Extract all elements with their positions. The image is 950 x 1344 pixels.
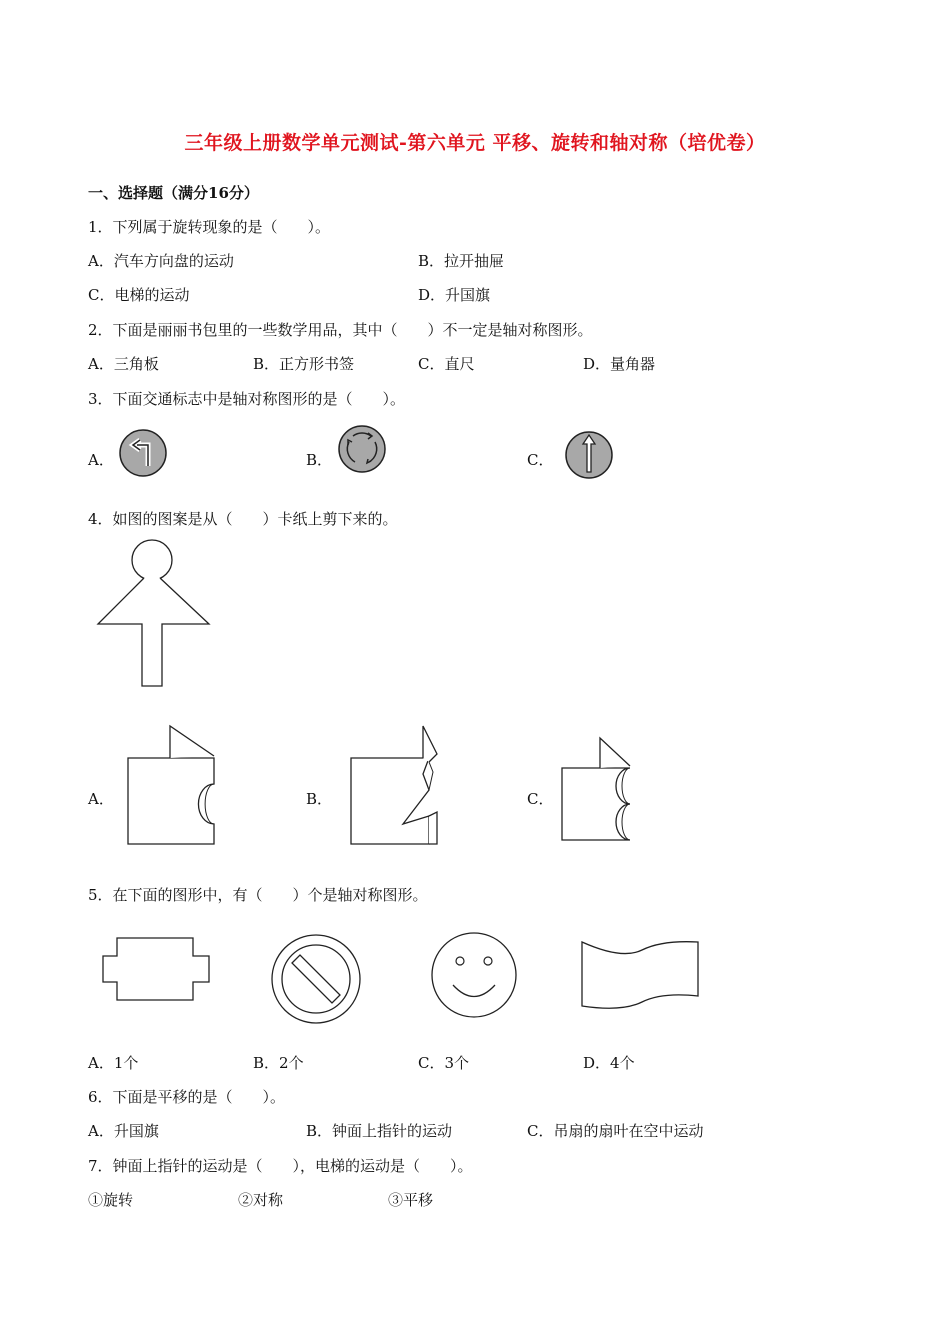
section-heading: 一、选择题（满分16分） — [88, 184, 259, 202]
turn-left-sign-icon — [118, 428, 170, 480]
question-1-option-a: A．汽车方向盘的运动 — [88, 252, 234, 270]
folded-paper-b — [347, 724, 442, 848]
cross-shape-figure — [101, 936, 213, 1004]
question-2-option-d: D．量角器 — [583, 355, 656, 373]
question-7-stem: 7．钟面上指针的运动是（ ），电梯的运动是（ ）。 — [88, 1157, 473, 1175]
waving-banner-figure — [578, 938, 704, 1010]
question-4-option-b: B． — [306, 790, 333, 808]
question-2-option-c: C．直尺 — [418, 355, 475, 373]
question-5-stem: 5．在下面的图形中，有（ ）个是轴对称图形。 — [88, 886, 428, 904]
question-4-stem: 4．如图的图案是从（ ）卡纸上剪下来的。 — [88, 510, 398, 528]
smiley-face-icon — [429, 930, 519, 1020]
question-6-option-b: B．钟面上指针的运动 — [306, 1122, 453, 1140]
question-7-option-3: ③平移 — [388, 1191, 434, 1209]
question-6-option-c: C．吊扇的扇叶在空中运动 — [527, 1122, 704, 1140]
roundabout-sign-icon — [337, 424, 389, 476]
question-7-option-2: ②对称 — [238, 1191, 284, 1209]
question-5-option-a: A．1个 — [88, 1054, 139, 1072]
question-2-option-a: A．三角板 — [88, 355, 159, 373]
page-title: 三年级上册数学单元测试-第六单元 平移、旋转和轴对称（培优卷） — [184, 132, 766, 154]
question-1-option-b: B．拉开抽屉 — [418, 252, 505, 270]
question-3-option-b: B． — [306, 451, 333, 469]
question-1-stem: 1．下列属于旋转现象的是（ ）。 — [88, 218, 331, 236]
question-3-stem: 3．下面交通标志中是轴对称图形的是（ ）。 — [88, 390, 406, 408]
question-1-option-d: D．升国旗 — [418, 286, 491, 304]
question-5-option-c: C．3个 — [418, 1054, 470, 1072]
question-5-option-b: B．2个 — [253, 1054, 304, 1072]
question-4-option-a: A． — [88, 790, 114, 808]
question-4-option-c: C． — [527, 790, 554, 808]
cutout-figure — [96, 538, 214, 690]
question-3-option-a: A． — [88, 451, 114, 469]
straight-ahead-sign-icon — [564, 430, 616, 482]
question-6-stem: 6．下面是平移的是（ ）。 — [88, 1088, 286, 1106]
question-3-option-c: C． — [527, 451, 554, 469]
question-5-option-d: D．4个 — [583, 1054, 635, 1072]
no-entry-sign-icon — [269, 932, 363, 1026]
question-1-option-c: C．电梯的运动 — [88, 286, 190, 304]
question-6-option-a: A．升国旗 — [88, 1122, 159, 1140]
question-2-option-b: B．正方形书签 — [253, 355, 355, 373]
question-7-option-1: ①旋转 — [88, 1191, 134, 1209]
folded-paper-c — [558, 736, 643, 846]
question-2-stem: 2．下面是丽丽书包里的一些数学用品，其中（ ）不一定是轴对称图形。 — [88, 321, 593, 339]
folded-paper-a — [124, 724, 219, 848]
